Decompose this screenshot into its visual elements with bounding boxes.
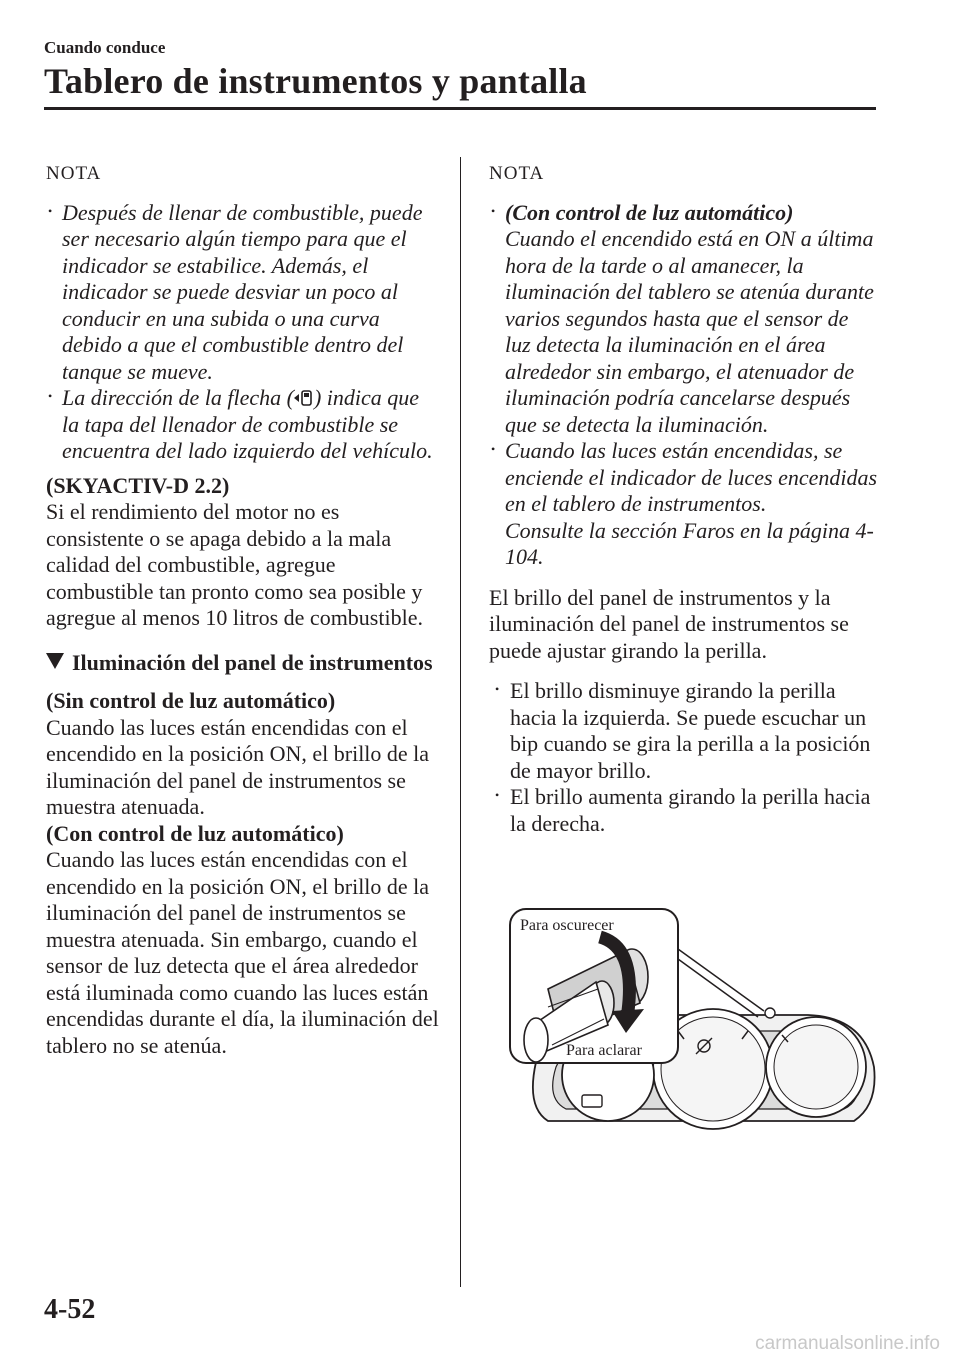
darken-label: Para oscurecer xyxy=(520,917,614,934)
with-auto-light-heading: (Con control de luz automático) xyxy=(46,820,344,846)
intro-text: El brillo del panel de instrumentos y la iluminación del panel de instrumentos se puede ajustar girando la perilla. xyxy=(489,584,849,663)
note-list xyxy=(46,200,440,465)
brighten-label: Para aclarar xyxy=(566,1042,642,1059)
page-number: 4-52 xyxy=(44,1294,96,1325)
list-item: • El brillo aumenta girando la perilla hacia la derecha. xyxy=(489,784,879,837)
diesel-text: Si el rendimiento del motor no es consistente o se apaga debido a la mala calidad del combustible, agregue combustible tan pronto como sea posible y agregue al menos 10 litros de combustible. xyxy=(46,499,423,630)
triangle-bullet-icon xyxy=(46,653,64,669)
instrument-cluster-illustration xyxy=(508,907,884,1133)
left-column xyxy=(46,158,440,1059)
without-auto-light-heading: (Sin control de luz automático) xyxy=(46,688,336,713)
note-item: • Después de llenar de combustible, puede ser necesario algún tiempo para que el indicador se estabilice. Además, el indicador se puede desviar un poco al conducir en una subida o una curva debido a que el combustible dentro del tanque se mueve. xyxy=(46,200,440,386)
note-item: • La dirección de la flecha ( ) indica que la tapa del llenador de combustible se encuentra del lado izquierdo del vehículo. xyxy=(46,385,440,465)
page-title: Tablero de instrumentos y pantalla xyxy=(44,61,587,101)
dimmer-knob-figure xyxy=(508,907,884,1133)
note-label: NOTA xyxy=(489,163,545,184)
fuel-door-arrow-icon xyxy=(294,389,314,407)
list-item: • El brillo disminuye girando la perilla hacia la izquierda. Se puede escuchar un bip cuando se gira la perilla a la posición de mayor brillo. xyxy=(489,678,879,784)
without-auto-light-text: Cuando las luces están encendidas con el encendido en la posición ON, el brillo de la iluminación del panel de instrumentos se muestra atenuada. xyxy=(46,714,430,819)
note-list xyxy=(489,200,879,571)
brightness-list xyxy=(489,678,879,837)
watermark: carmanualsonline.info xyxy=(755,1333,940,1354)
header-rule xyxy=(44,107,876,110)
note-label: NOTA xyxy=(46,163,102,184)
with-auto-light-text: Cuando las luces están encendidas con el encendido en la posición ON, el brillo de la iluminación del panel de instrumentos se muestra atenuada. Sin embargo, cuando el sensor de luz detecta que el área alrededor está iluminada como cuando las luces están encendidas durante el día, la iluminación del tablero no se atenúa. xyxy=(46,847,439,1058)
note-item: • (Con control de luz automático) Cuando el encendido está en ON a última hora de la tarde o al amanecer, la iluminación del tablero se atenúa durante varios segundos hasta que el sensor de luz detecta la iluminación en el área alrededor sin embargo, el atenuador de iluminación podría cancelarse después que se detecta la iluminación. xyxy=(489,200,879,439)
page-reference: Consulte la sección Faros en la página 4-104. xyxy=(505,517,874,569)
right-column xyxy=(489,158,879,837)
section-heading: Iluminación del panel de instrumentos xyxy=(46,650,440,677)
diesel-heading: (SKYACTIV-D 2.2) xyxy=(46,472,230,498)
section-label: Cuando conduce xyxy=(44,38,166,57)
note-item: • Cuando las luces están encendidas, se enciende el indicador de luces encendidas en el tablero de instrumentos. Consulte la sección Faros en la página 4-104. xyxy=(489,438,879,571)
column-divider xyxy=(460,157,461,1287)
